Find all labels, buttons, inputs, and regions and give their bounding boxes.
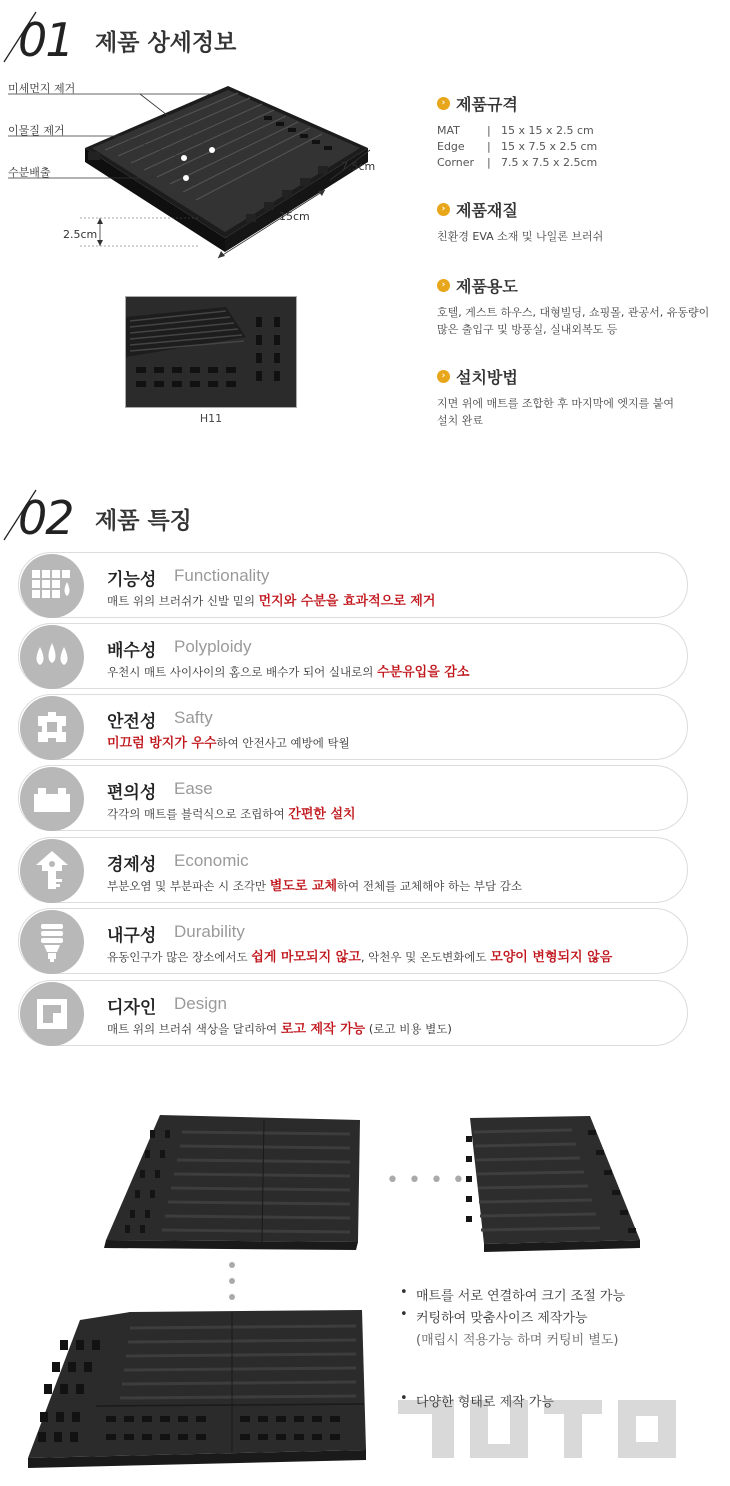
label-dust-removal: 미세먼지 제거 — [8, 82, 76, 95]
mat-illustration — [0, 70, 400, 290]
vertical-dots — [229, 1262, 239, 1310]
spec-size-heading: 제품규격 — [456, 94, 518, 114]
spec-install-text-1: 지면 위에 매트를 조합한 후 마지막에 엣지를 붙여 — [437, 397, 674, 410]
feature-notes — [400, 1285, 720, 1413]
note-sub-item: (매립시 적용가능 하며 커팅비 별도) — [416, 1333, 619, 1348]
spec-row-mat: MAT | 15 x 15 x 2.5 cm — [437, 124, 594, 137]
spec-install-heading: 설치방법 — [456, 367, 518, 387]
feature-desc: 매트 위의 브러쉬 색상을 달리하여 로고 제작 가능 (로고 비용 별도) — [107, 1022, 452, 1037]
spec-install-text-2: 설치 완료 — [437, 414, 484, 427]
note-item: • 커팅하여 맞춤사이즈 제작가능 — [400, 1307, 588, 1326]
feature-desc: 우천시 매트 사이사이의 홈으로 배수가 되어 실내로의 수분유입을 감소 — [107, 665, 470, 680]
label-width: 7.5cm — [341, 160, 376, 173]
feature-desc: 유동인구가 많은 장소에서도 쉽게 마모되지 않고, 악천우 및 온도변화에도 모양이 변형되지 않음 — [107, 950, 613, 965]
feature-eng-title: Safty — [174, 708, 213, 727]
chevron-right-icon: › — [437, 279, 450, 292]
section1-title: 제품 상세정보 — [95, 30, 237, 56]
spec-size — [437, 92, 727, 170]
water-drops-icon — [20, 625, 84, 689]
feature-title: 편의성 — [107, 783, 157, 803]
chevron-right-icon: › — [437, 97, 450, 110]
spec-usage — [437, 274, 727, 338]
feature-drainage — [18, 623, 688, 689]
feature-eng-title: Economic — [174, 851, 249, 870]
h11-caption: H11 — [199, 412, 223, 425]
feature-title: 내구성 — [107, 926, 157, 946]
feature-eng-title: Design — [174, 994, 227, 1013]
chevron-right-icon: › — [437, 370, 450, 383]
grid-drop-icon — [20, 554, 84, 618]
section1-header — [0, 10, 400, 70]
house-key-icon — [20, 839, 84, 903]
section1-number: 01 — [18, 13, 73, 67]
spec-row-edge: Edge | 15 x 7.5 x 2.5 cm — [437, 140, 598, 153]
bulb-icon — [20, 910, 84, 974]
h11-mat-illustration — [126, 297, 297, 408]
section2-header — [0, 488, 400, 548]
label-height: 2.5cm — [63, 228, 98, 241]
section2-number: 02 — [18, 491, 73, 545]
feature-desc: 각각의 매트를 블럭식으로 조립하여 간편한 설치 — [107, 807, 356, 822]
horizontal-dots: •••• — [386, 1168, 474, 1193]
mat-diagram — [0, 70, 400, 290]
feature-eng-title: Polyploidy — [174, 637, 252, 656]
spec-material-text: 친환경 EVA 소재 및 나일론 브러쉬 — [437, 230, 604, 243]
spec-row-corner: Corner | 7.5 x 7.5 x 2.5cm — [437, 156, 598, 169]
feature-title: 배수성 — [107, 641, 157, 661]
feature-design — [18, 980, 688, 1046]
feature-functionality — [18, 552, 688, 618]
block-icon — [20, 767, 84, 831]
label-length: 15cm — [279, 210, 310, 223]
spec-material — [437, 198, 727, 245]
section2-title: 제품 특징 — [95, 508, 192, 534]
h11-photo — [125, 296, 297, 408]
feature-ease — [18, 765, 688, 831]
feature-safety — [18, 694, 688, 760]
chevron-right-icon: › — [437, 203, 450, 216]
feature-eng-title: Ease — [174, 779, 213, 798]
feature-desc: 매트 위의 브러쉬가 신발 밑의 먼지와 수분을 효과적으로 제거 — [107, 594, 436, 609]
feature-eng-title: Durability — [174, 922, 245, 941]
feature-economic — [18, 837, 688, 903]
feature-title: 디자인 — [107, 998, 157, 1018]
feature-title: 안전성 — [107, 712, 157, 732]
spec-usage-heading: 제품용도 — [456, 276, 518, 296]
spec-usage-text-2: 많은 출입구 및 방풍실, 실내외복도 등 — [437, 323, 618, 336]
spec-material-heading: 제품재질 — [456, 200, 518, 220]
note-item: • 다양한 형태로 제작 가능 — [400, 1391, 554, 1410]
feature-desc: 부분오염 및 부분파손 시 조각만 별도로 교체하여 전체를 교체해야 하는 부담 감소 — [107, 879, 522, 894]
spec-install — [437, 365, 727, 429]
feature-durability — [18, 908, 688, 974]
label-debris-removal: 이물질 제거 — [8, 124, 65, 137]
feature-title: 경제성 — [107, 855, 157, 875]
spec-usage-text-1: 호텔, 게스트 하우스, 대형빌딩, 쇼핑몰, 관공서, 유동량이 — [437, 306, 710, 319]
note-item: • 매트를 서로 연결하여 크기 조절 가능 — [400, 1285, 626, 1304]
feature-desc: 미끄럼 방지가 우수하여 안전사고 예방에 탁월 — [107, 736, 350, 751]
logo-square-icon — [20, 982, 84, 1046]
puzzle-icon — [20, 696, 84, 760]
feature-title: 기능성 — [107, 570, 157, 590]
feature-eng-title: Functionality — [174, 566, 270, 585]
label-drainage: 수분배출 — [8, 166, 51, 179]
